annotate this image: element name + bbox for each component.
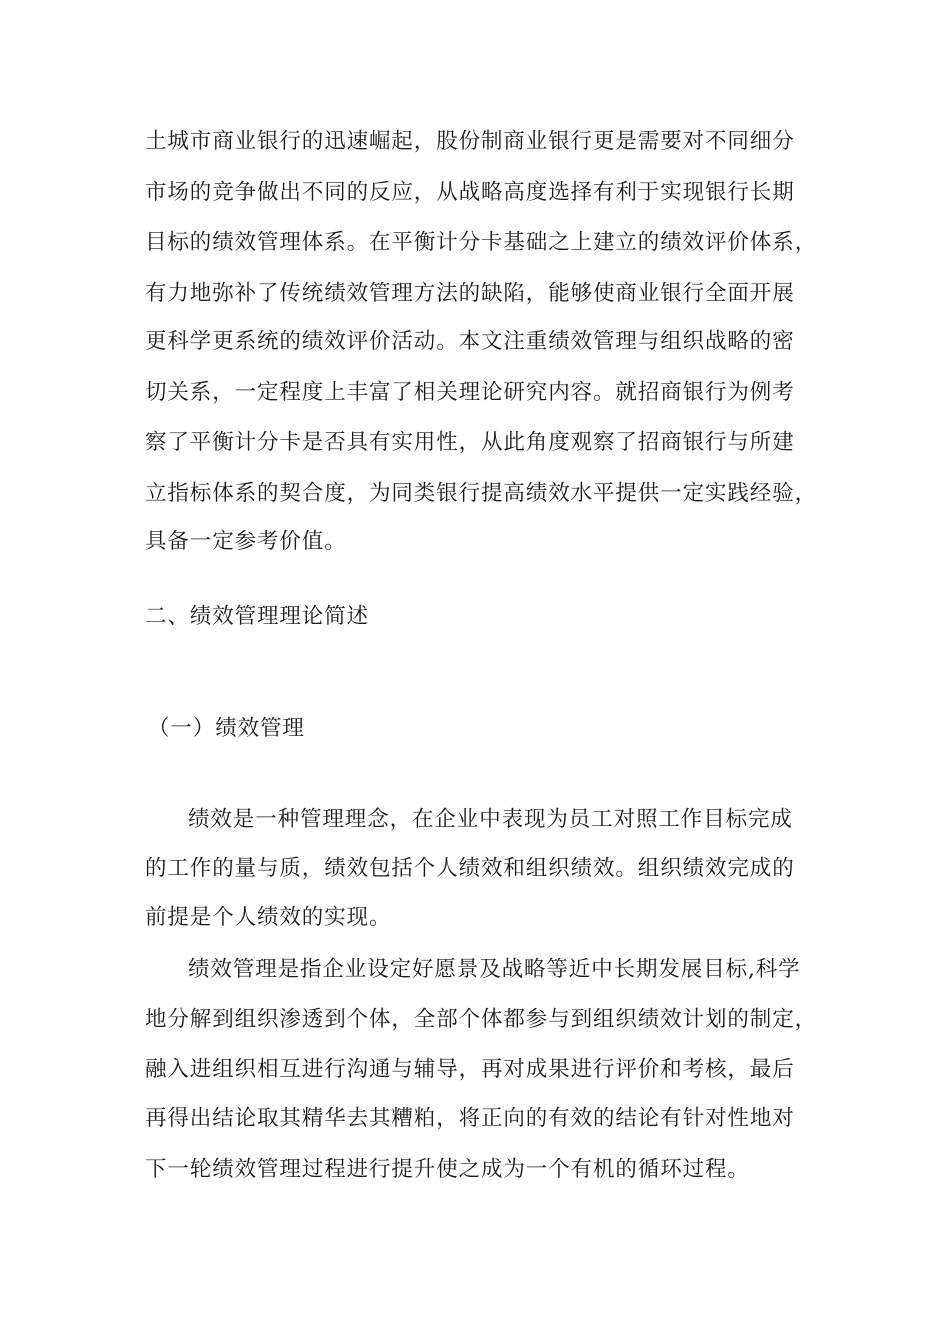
paragraph-line: 地分解到组织渗透到个体，全部个体都参与到组织绩效计划的制定， xyxy=(145,1007,818,1032)
intro-line: 更科学更系统的绩效评价活动。本文注重绩效管理与组织战略的密 xyxy=(145,329,795,354)
paragraph-line: 绩效管理是指企业设定好愿景及战略等近中长期发展目标,科学 xyxy=(188,957,801,982)
intro-line: 立指标体系的契合度，为同类银行提高绩效水平提供一定实践经验， xyxy=(145,481,818,506)
intro-line: 有力地弥补了传统绩效管理方法的缺陷，能够使商业银行全面开展 xyxy=(145,281,795,306)
paragraph-line: 绩效是一种管理理念，在企业中表现为员工对照工作目标完成 xyxy=(188,807,793,832)
paragraph-line: 前提是个人绩效的实现。 xyxy=(145,905,392,930)
intro-line: 察了平衡计分卡是否具有实用性，从此角度观察了招商银行与所建 xyxy=(145,430,795,455)
paragraph-line: 融入进组织相互进行沟通与辅导，再对成果进行评价和考核，最后 xyxy=(145,1057,795,1082)
intro-line: 切关系，一定程度上丰富了相关理论研究内容。就招商银行为例考 xyxy=(145,380,795,405)
paragraph-line: 再得出结论取其精华去其糟粕，将正向的有效的结论有针对性地对 xyxy=(145,1106,795,1131)
paragraph-line: 下一轮绩效管理过程进行提升使之成为一个有机的循环过程。 xyxy=(145,1157,750,1182)
paragraph-line: 的工作的量与质，绩效包括个人绩效和组织绩效。组织绩效完成的 xyxy=(145,856,795,881)
intro-line: 目标的绩效管理体系。在平衡计分卡基础之上建立的绩效评价体系， xyxy=(145,230,818,255)
subsection-heading: （一）绩效管理 xyxy=(148,716,305,741)
intro-line: 土城市商业银行的迅速崛起，股份制商业银行更是需要对不同细分 xyxy=(145,129,795,154)
intro-line: 具备一定参考价值。 xyxy=(145,529,347,554)
section-heading: 二、绩效管理理论简述 xyxy=(145,604,370,629)
intro-line: 市场的竞争做出不同的反应，从战略高度选择有利于实现银行长期 xyxy=(145,180,795,205)
